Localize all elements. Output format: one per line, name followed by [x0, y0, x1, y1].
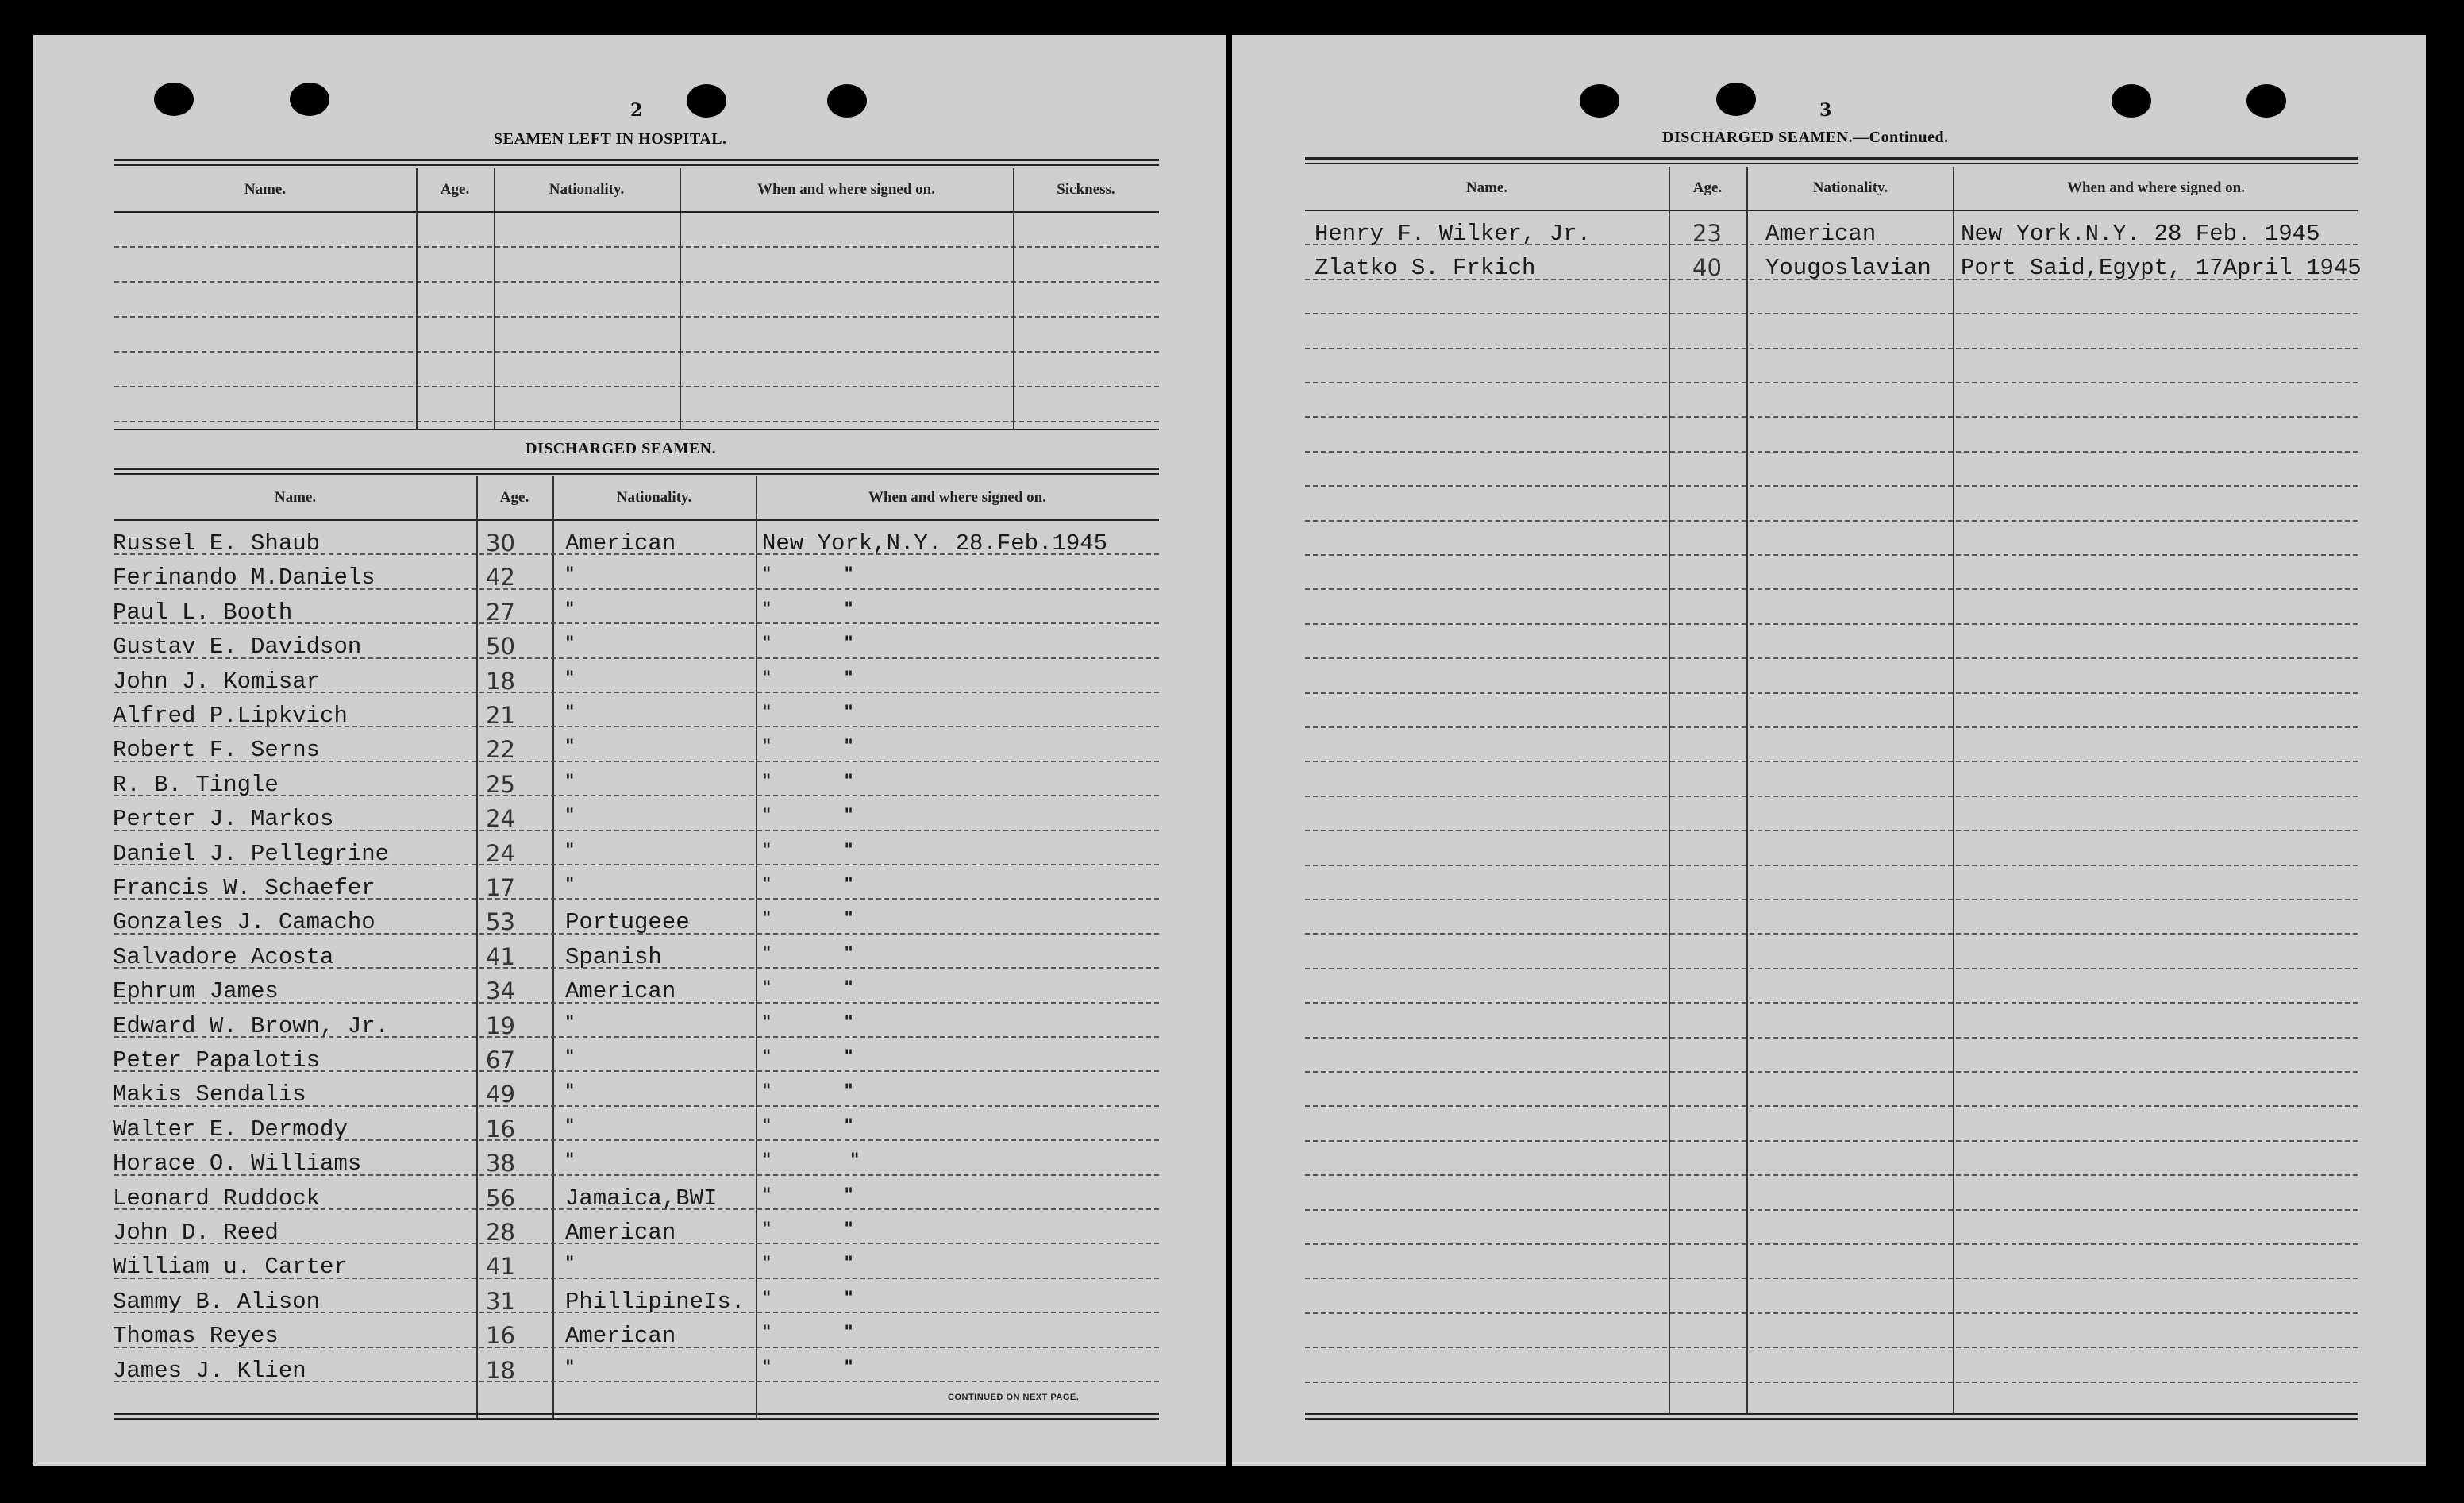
signed-on-cell: " " — [762, 1047, 853, 1067]
age-cell: 67 — [486, 1046, 515, 1073]
nationality-cell: " — [565, 634, 575, 654]
nationality-cell: American — [565, 978, 676, 1005]
age-cell: 21 — [486, 702, 515, 729]
nationality-cell: " — [565, 737, 575, 757]
signed-on-cell: " " — [762, 703, 853, 723]
nationality-cell: PhillipineIs. — [565, 1288, 745, 1315]
nationality-cell: " — [565, 1150, 575, 1171]
signed-on-cell: " " — [762, 737, 853, 757]
row-rule — [1305, 1347, 2358, 1348]
age-cell: 49 — [486, 1081, 515, 1108]
signed-on-cell: " " — [762, 840, 853, 861]
nationality-cell: Portugeee — [565, 909, 690, 936]
row-rule — [1305, 899, 2358, 900]
signed-on-cell: " " — [762, 1220, 853, 1239]
signed-on-cell: " " — [762, 771, 853, 792]
row-rule — [1305, 520, 2358, 522]
age-cell: 24 — [486, 805, 515, 833]
nationality-cell: " — [565, 1047, 575, 1067]
nationality-cell: American — [565, 1220, 676, 1246]
signed-on-cell: " " — [762, 565, 853, 585]
age-cell: 41 — [486, 1253, 515, 1281]
name-cell: William u. Carter — [113, 1254, 348, 1281]
signed-on-cell: " " — [762, 1254, 853, 1274]
nationality-cell: " — [565, 1254, 575, 1274]
signed-on-cell: " " — [762, 1116, 853, 1136]
age-cell: 25 — [486, 770, 515, 798]
signed-on-cell: " " — [762, 668, 853, 688]
row-rule — [1305, 933, 2358, 935]
continued-col-name: Name. — [1465, 179, 1508, 196]
punch-hole — [1716, 83, 1756, 116]
name-cell: Zlatko S. Frkich — [1315, 255, 1536, 282]
name-cell: James J. Klien — [113, 1357, 306, 1384]
punch-hole — [827, 84, 867, 118]
age-cell: 17 — [486, 874, 515, 901]
name-cell: Alfred P.Lipkvich — [113, 703, 348, 729]
hospital-section-title: SEAMEN LEFT IN HOSPITAL. — [494, 130, 727, 148]
signed-on-cell: " " — [762, 1288, 853, 1308]
nationality-cell: American — [565, 1323, 676, 1350]
row-rule — [1305, 692, 2358, 694]
hospital-col-nationality: Nationality. — [549, 181, 625, 198]
nationality-cell: " — [565, 875, 575, 895]
name-cell: John D. Reed — [113, 1220, 279, 1246]
age-cell: 23 — [1692, 220, 1722, 247]
name-cell: Ephrum James — [113, 978, 279, 1005]
discharged-col-nationality: Nationality. — [616, 489, 692, 506]
signed-on-cell: " " — [762, 909, 853, 930]
name-cell: Perter J. Markos — [113, 806, 334, 833]
row-rule — [1305, 1278, 2358, 1279]
age-cell: 22 — [486, 736, 515, 764]
row-rule — [1305, 1174, 2358, 1176]
row-rule — [1305, 796, 2358, 797]
row-rule — [1305, 1312, 2358, 1314]
age-cell: 50 — [486, 633, 515, 661]
name-cell: Sammy B. Alison — [113, 1288, 321, 1315]
page-number: 2 — [630, 100, 643, 121]
nationality-cell: Spanish — [565, 943, 662, 970]
age-cell: 16 — [486, 1322, 515, 1350]
discharged-col-signed-on: When and where signed on. — [868, 489, 1046, 506]
nationality-cell: American — [565, 530, 676, 557]
row-rule — [1305, 1140, 2358, 1142]
signed-on-cell: New York.N.Y. 28 Feb. 1945 — [1961, 221, 2320, 247]
nationality-cell: " — [565, 840, 575, 861]
row-rule — [1305, 1105, 2358, 1107]
row-rule — [1305, 588, 2358, 590]
row-rule — [1305, 761, 2358, 762]
continued-col-signed-on: When and where signed on. — [2066, 179, 2245, 196]
row-rule — [1305, 1209, 2358, 1211]
age-cell: 38 — [486, 1150, 515, 1177]
name-cell: Salvadore Acosta — [113, 943, 334, 970]
nationality-cell: " — [565, 599, 575, 619]
discharged-col-name: Name. — [274, 489, 317, 506]
signed-on-cell: " " — [762, 599, 853, 619]
age-cell: 41 — [486, 942, 515, 970]
name-cell: Peter Papalotis — [113, 1047, 321, 1073]
row-rule — [1305, 657, 2358, 659]
age-cell: 18 — [486, 1356, 515, 1384]
row-rule — [1305, 1243, 2358, 1245]
name-cell: Horace O. Williams — [113, 1150, 362, 1177]
nationality-cell: " — [565, 806, 575, 827]
hospital-col-age: Age. — [440, 181, 470, 198]
name-cell: Henry F. Wilker, Jr. — [1315, 221, 1592, 247]
name-cell: Makis Sendalis — [113, 1081, 306, 1108]
nationality-cell: " — [565, 1357, 575, 1378]
row-rule — [1305, 623, 2358, 625]
name-cell: Robert F. Serns — [113, 737, 321, 764]
row-rule — [1305, 485, 2358, 487]
nationality-cell: " — [565, 565, 575, 585]
nationality-cell: " — [565, 668, 575, 688]
age-cell: 34 — [486, 977, 515, 1005]
signed-on-cell: " " — [762, 1081, 853, 1102]
continued-col-nationality: Nationality. — [1812, 179, 1888, 196]
name-cell: Walter E. Dermody — [113, 1116, 348, 1143]
left-page — [33, 35, 1226, 1466]
signed-on-cell: " " — [762, 634, 853, 654]
signed-on-cell: " " — [762, 806, 853, 827]
name-cell: Ferinando M.Daniels — [113, 565, 375, 592]
signed-on-cell: " " — [762, 1185, 853, 1205]
row-rule — [1305, 348, 2358, 349]
age-cell: 53 — [486, 908, 515, 936]
age-cell: 27 — [486, 598, 515, 626]
name-cell: Daniel J. Pellegrine — [113, 840, 390, 867]
name-cell: Russel E. Shaub — [113, 530, 321, 557]
nationality-cell: " — [565, 1116, 575, 1136]
nationality-cell: " — [565, 703, 575, 723]
row-rule — [1305, 1002, 2358, 1004]
punch-hole — [2246, 84, 2286, 118]
nationality-cell: " — [565, 771, 575, 792]
name-cell: Thomas Reyes — [113, 1323, 279, 1350]
row-rule — [1305, 865, 2358, 866]
continued-footer: CONTINUED ON NEXT PAGE. — [948, 1393, 1080, 1402]
continued-section-title: DISCHARGED SEAMEN.—Continued. — [1662, 129, 1949, 146]
page-number: 3 — [1819, 100, 1832, 121]
row-rule — [1305, 554, 2358, 556]
row-rule — [1305, 830, 2358, 831]
row-rule — [1305, 416, 2358, 418]
nationality-cell: " — [565, 1081, 575, 1102]
signed-on-cell: " " — [762, 875, 853, 895]
punch-hole — [2112, 84, 2151, 118]
signed-on-cell: " " — [762, 978, 853, 999]
signed-on-cell: " " — [762, 1150, 860, 1171]
name-cell: Gonzales J. Camacho — [113, 909, 375, 936]
hospital-col-name: Name. — [244, 181, 287, 198]
signed-on-cell: " " — [762, 1357, 853, 1378]
signed-on-cell: Port Said,Egypt, 17April 1945 — [1961, 255, 2362, 282]
row-rule — [1305, 968, 2358, 969]
punch-hole — [154, 83, 194, 116]
row-rule — [1305, 382, 2358, 383]
nationality-cell: Yougoslavian — [1765, 255, 1931, 282]
row-rule — [1305, 1037, 2358, 1039]
signed-on-cell: New York,N.Y. 28.Feb.1945 — [762, 530, 1108, 557]
right-page — [1232, 35, 2426, 1466]
name-cell: John J. Komisar — [113, 668, 321, 695]
age-cell: 40 — [1692, 254, 1722, 282]
age-cell: 28 — [486, 1219, 515, 1246]
name-cell: Edward W. Brown, Jr. — [113, 1012, 390, 1039]
signed-on-cell: " " — [762, 1323, 853, 1343]
nationality-cell: American — [1765, 221, 1877, 247]
row-rule — [1305, 726, 2358, 728]
nationality-cell: " — [565, 1012, 575, 1033]
signed-on-cell: " " — [762, 943, 853, 964]
punch-hole — [687, 84, 726, 118]
discharged-col-age: Age. — [499, 489, 529, 506]
age-cell: 16 — [486, 1115, 515, 1143]
signed-on-cell: " " — [762, 1012, 853, 1033]
name-cell: R. B. Tingle — [113, 771, 279, 798]
row-rule — [1305, 1071, 2358, 1073]
age-cell: 30 — [486, 530, 515, 557]
punch-hole — [1580, 84, 1619, 118]
age-cell: 42 — [486, 564, 515, 592]
discharged-section-title: DISCHARGED SEAMEN. — [526, 440, 717, 457]
row-rule — [1305, 313, 2358, 314]
name-cell: Paul L. Booth — [113, 599, 293, 626]
name-cell: Francis W. Schaefer — [113, 875, 375, 901]
age-cell: 19 — [486, 1012, 515, 1039]
punch-hole — [290, 83, 329, 116]
age-cell: 31 — [486, 1287, 515, 1315]
hospital-col-sickness: Sickness. — [1057, 181, 1115, 198]
name-cell: Gustav E. Davidson — [113, 634, 362, 661]
age-cell: 18 — [486, 667, 515, 695]
age-cell: 24 — [486, 839, 515, 867]
nationality-cell: Jamaica,BWI — [565, 1185, 718, 1212]
continued-col-age: Age. — [1692, 179, 1723, 196]
hospital-col-signed-on: When and where signed on. — [757, 181, 935, 198]
name-cell: Leonard Ruddock — [113, 1185, 321, 1212]
age-cell: 56 — [486, 1184, 515, 1212]
row-rule — [1305, 451, 2358, 453]
row-rule — [1305, 1382, 2358, 1383]
